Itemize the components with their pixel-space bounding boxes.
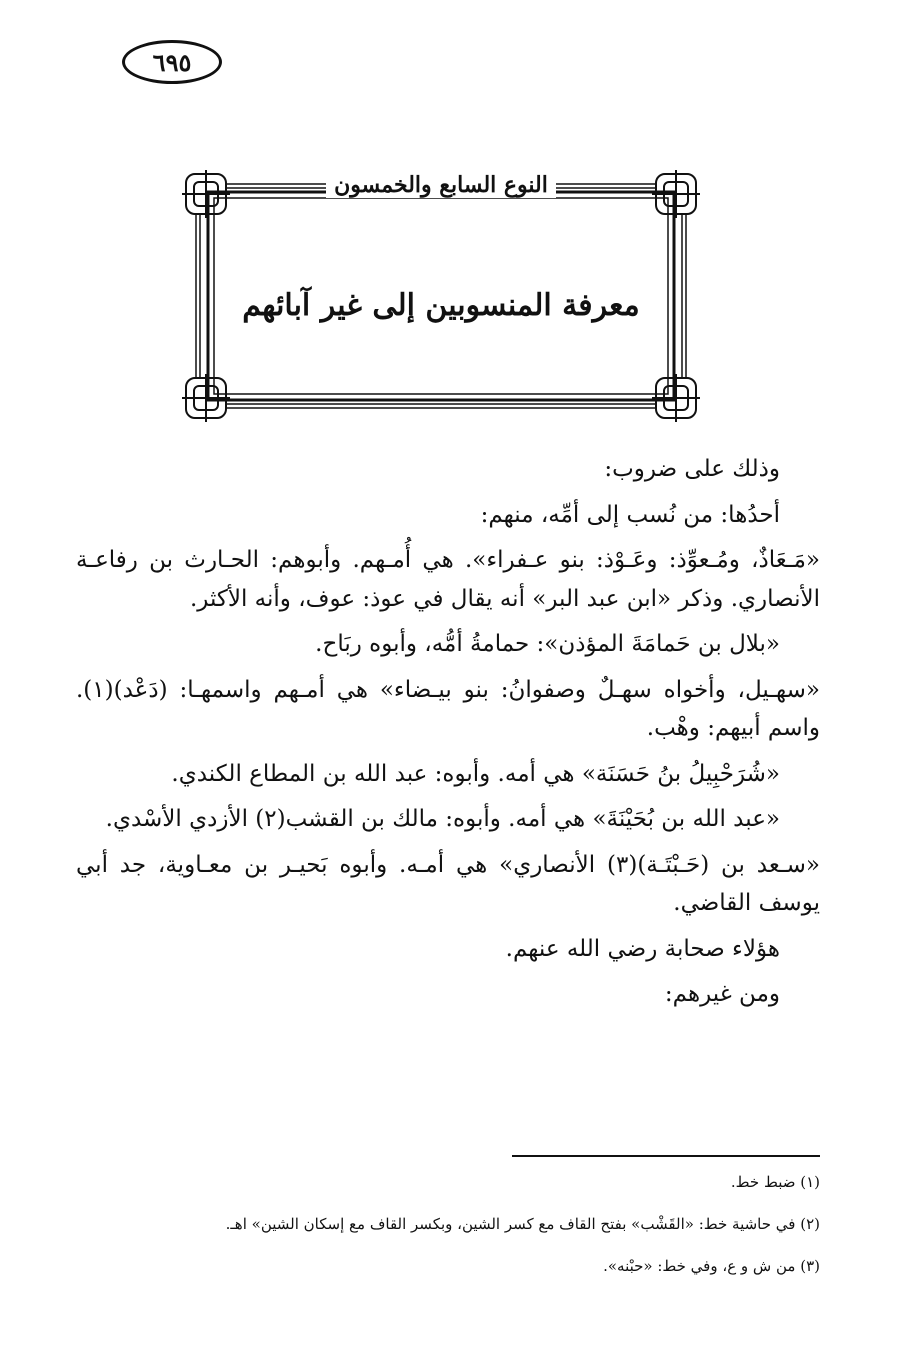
paragraph: «عبد الله بن بُحَيْنَةَ» هي أمه. وأبوه: مالك بن القشب(٢) الأزدي الأسْدي. bbox=[105, 806, 780, 832]
page-number-badge bbox=[122, 40, 222, 84]
paragraph: «سهـيل، وأخواه سهـلٌ وصفوانُ: بنو بيـضاء» هي أمـهم واسمهـا: (دَعْد)(١). واسم أبيهم: وهْب. bbox=[76, 676, 820, 741]
paragraph: «مَـعَاذٌ، ومُـعوِّذ: وعَـوْذ: بنو عـفراء». هي أُمـهم. وأبوهم: الحـارث بن رفاعـة الأنصاري. وذكر «ابن عبد البر» أنه يقال في عوذ: عوف، وأنه الأكثر. bbox=[76, 547, 820, 612]
footnote-divider bbox=[512, 1155, 820, 1157]
paragraph: «بلال بن حَمامَةَ المؤذن»: حمامةُ أمُّه، وأبوه ربَاح. bbox=[315, 631, 780, 657]
chapter-title: معرفة المنسوبين إلى غير آبائهم bbox=[242, 288, 640, 323]
footnotes bbox=[76, 1172, 820, 1298]
main-text bbox=[76, 450, 820, 1014]
paragraph: ومن غيرهم: bbox=[664, 981, 780, 1007]
page-number: ٦٩٥ bbox=[152, 47, 192, 77]
footnote: (٢) في حاشية خط: «القَشْب» بفتح القاف مع كسر الشين، وبكسر القاف مع إسكان الشين» اهـ. bbox=[225, 1215, 820, 1233]
paragraph: وذلك على ضروب: bbox=[604, 456, 780, 482]
paragraph: هؤلاء صحابة رضي الله عنهم. bbox=[505, 935, 780, 962]
ornamental-title-frame bbox=[182, 170, 700, 422]
footnote: (١) ضبط خط. bbox=[730, 1173, 820, 1191]
footnote: (٣) من ش و ع، وفي خط: «حبْنه». bbox=[603, 1257, 820, 1275]
section-label: النوع السابع والخمسون bbox=[182, 172, 700, 198]
paragraph: «شُرَحْبِيلُ بنُ حَسَنَة» هي أمه. وأبوه: عبد الله بن المطاع الكندي. bbox=[171, 760, 780, 787]
paragraph: «سـعد بن (حَـبْتَـة)(٣) الأنصاري» هي أمـه. وأبوه بَحيـر بن معـاوية، جد أبي يوسف القاضي. bbox=[76, 851, 821, 916]
paragraph: أحدُها: من نُسب إلى أمِّه، منهم: bbox=[480, 501, 780, 528]
